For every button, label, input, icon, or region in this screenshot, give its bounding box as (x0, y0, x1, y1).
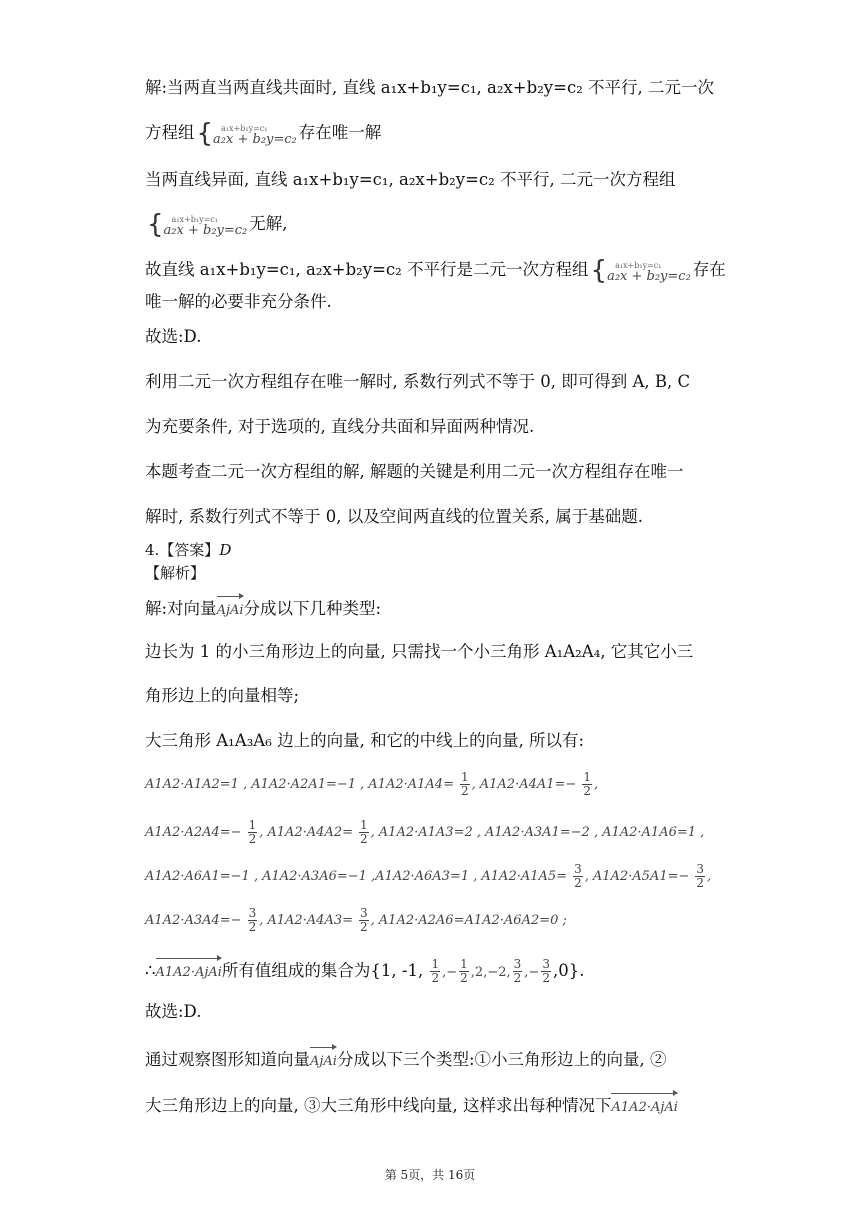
text-fragment: 分成以下三个类型:①小三角形边上的向量, ② (336, 1050, 667, 1069)
text-fragment: 故直线 a₁x+b₁y=c₁, a₂x+b₂y=c₂ 不平行是二元一次方程组 (145, 260, 589, 279)
math-expression: , (593, 777, 599, 792)
text-line: 解时, 系数行列式不等于 0, 以及空间两直线的位置关系, 属于基础题. (145, 507, 643, 526)
fraction: $\frac{1}{2}$ (460, 957, 468, 985)
math-expression: , (584, 869, 589, 884)
page-footer: 第 5页，共 16页 (384, 1168, 476, 1182)
text-line: 故选:D. (145, 327, 202, 346)
fraction: $\frac{1}{2}$ (460, 770, 469, 798)
answer-line (145, 538, 712, 562)
text-line: 故选:D. (145, 1002, 202, 1021)
fraction: $\frac{3}{2}$ (574, 862, 582, 890)
math-expression: A1A2·A4A3= (267, 913, 354, 928)
text-line (145, 1090, 712, 1120)
math-expression: A1A2·A2A6=A1A2·A6A2=0 ; (378, 913, 567, 928)
text-line: 解:当两直当两直线共面时, 直线 a₁x+b₁y=c₁, a₂x+b₂y=c₂ 不平行, 二元一次 (145, 78, 715, 97)
math-expression: A1A2·A2A1=−1 , (251, 777, 365, 792)
equation-row: a₂x + b₂y=c₂ (213, 131, 297, 147)
text-line (145, 1044, 712, 1074)
fraction: $\frac{1}{2}$ (583, 770, 591, 798)
text-fragment: 存在唯一解 (298, 123, 382, 142)
math-expression: , (707, 869, 712, 884)
vector-notation: A1A2·AjAi (611, 1090, 677, 1120)
text-line: 角形边上的向量相等; (145, 686, 300, 705)
math-expression: , (259, 825, 264, 840)
equation-row: a₁x+b₁y=c₁ (615, 260, 662, 270)
math-expression: , (259, 913, 264, 928)
math-row-3 (145, 863, 712, 890)
fraction: $\frac{3}{2}$ (360, 906, 368, 934)
fraction: $\frac{1}{2}$ (360, 818, 368, 846)
equation-system: { a₁x+b₁y=c₁ a₂x + b₂y=c₂ (196, 118, 297, 149)
equation-row: a₂x + b₂y=c₂ (607, 268, 691, 284)
math-expression: A1A2·A3A4=− (145, 913, 242, 928)
text-fragment: 方程组 (145, 123, 195, 142)
text-fragment: 解:对向量 (145, 599, 217, 618)
text-fragment: 所有值组成的集合为{1, -1, (221, 961, 424, 980)
equation-row: a₁x+b₁y=c₁ (221, 123, 268, 133)
math-expression: A1A2·A3A6=−1 ,A1A2·A6A3=1 , (262, 869, 478, 884)
text-line: 利用二元一次方程组存在唯一解时, 系数行列式不等于 0, 即可得到 A, B, C (145, 372, 691, 391)
math-expression: A1A2·A2A4=− (145, 825, 242, 840)
text-line: 大三角形 A₁A₃A₆ 边上的向量, 和它的中线上的向量, 所以有: (145, 731, 585, 750)
text-fragment: 无解, (249, 214, 288, 233)
math-expression: , (370, 825, 375, 840)
math-expression: A1A2·A4A2= (267, 825, 354, 840)
fraction: $\frac{1}{2}$ (248, 818, 257, 846)
text-line: 边长为 1 的小三角形边上的向量, 只需找一个小三角形 A₁A₂A₄, 它其它小三 (145, 642, 694, 661)
text-fragment: 分成以下几种类型: (243, 599, 382, 618)
fraction: $\frac{3}{2}$ (513, 957, 522, 985)
math-expression: A1A2·A4A1=− (479, 777, 577, 792)
text-line (145, 255, 726, 286)
answer-label: 4.【答案】 (145, 541, 220, 559)
fraction: $\frac{1}{2}$ (431, 957, 440, 985)
math-expression: A1A2·A1A3=2 , (378, 825, 481, 840)
text-fragment: 存在 (692, 260, 726, 279)
math-expression: A1A2·A5A1=− (592, 869, 690, 884)
vector-notation: AjAi (310, 1044, 337, 1074)
vector-notation: AjAi (217, 593, 244, 623)
analysis-label: 【解析】 (145, 564, 206, 582)
vector-notation: A1A2·AjAi (156, 955, 222, 985)
text-fragment: 通过观察图形知道向量 (145, 1050, 310, 1069)
fraction: $\frac{3}{2}$ (248, 906, 257, 934)
text-line: 为充要条件, 对于选项的, 直线分共面和异面两种情况. (145, 417, 535, 436)
fraction: $\frac{3}{2}$ (542, 957, 550, 985)
text-fragment: ,0}. (552, 961, 585, 980)
text-line: 当两直线异面, 直线 a₁x+b₁y=c₁, a₂x+b₂y=c₂ 不平行, 二元一次方程组 (145, 170, 676, 189)
fraction: $\frac{3}{2}$ (696, 862, 705, 890)
text-fragment: 大三角形边上的向量, ③大三角形中线向量, 这样求出每种情况下 (145, 1096, 612, 1115)
math-expression: A1A2·A1A4= (368, 777, 454, 792)
math-expression: A1A2·A1A5= (481, 869, 568, 884)
math-row-4 (145, 907, 712, 934)
equation-row: a₁x+b₁y=c₁ (171, 214, 218, 224)
math-expression: , (471, 777, 476, 792)
equation-row: a₂x + b₂y=c₂ (163, 222, 248, 238)
math-expression: , (370, 913, 375, 928)
math-row-1 (145, 771, 712, 798)
text-line (145, 118, 712, 149)
answer-value: D (219, 541, 232, 559)
equation-system: { a₁x+b₁y=c₁ a₂x + b₂y=c₂ (147, 209, 248, 240)
math-expression: A1A2·A1A6=1 , (602, 825, 705, 840)
text-line (145, 209, 712, 240)
text-fragment: ∴ (145, 961, 156, 980)
text-line: ∴A1A2·AjAi所有值组成的集合为{1, -1, $\frac{1}{2}$ ,− $\frac{1}{2}$ ,2,−2, $\frac{3}{2}$ ,− $\frac{3}{2}$ ,0}. (145, 957, 585, 985)
text-line (145, 593, 712, 623)
text-line: 本题考查二元一次方程组的解, 解题的关键是利用二元一次方程组存在唯一 (145, 462, 684, 481)
text-line: 唯一解的必要非充分条件. (145, 292, 332, 311)
equation-system: { a₁x+b₁y=c₁ a₂x + b₂y=c₂ (590, 255, 691, 286)
text-fragment: ,2,−2, (470, 965, 511, 980)
math-expression: A1A2·A6A1=−1 , (145, 869, 259, 884)
math-expression: A1A2·A1A2=1 , (145, 777, 248, 792)
math-expression: A1A2·A3A1=−2 , (485, 825, 599, 840)
math-row-2 (145, 819, 712, 846)
